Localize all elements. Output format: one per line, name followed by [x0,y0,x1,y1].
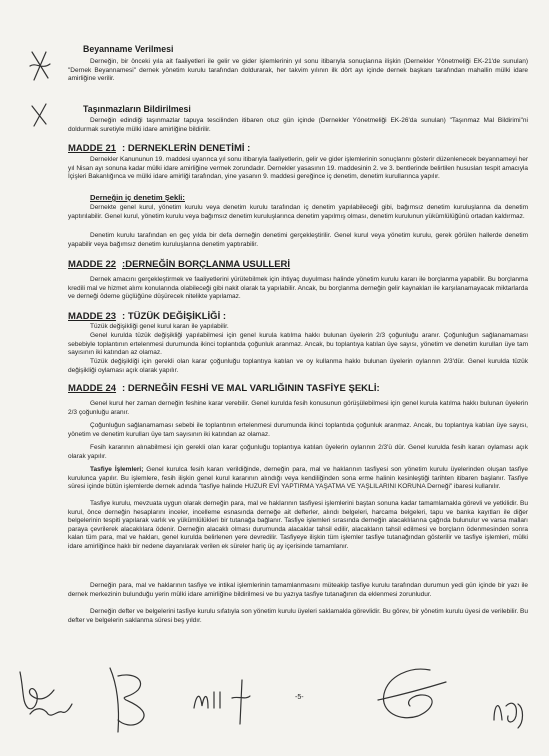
madde-24-paragraph-3: Fesih kararının alınabilmesi için gerekli olan karar çoğunluğu toplantıya katılan üyelerin oylarının 2/3'ü dür. Genel kurulda fesih kararı oylaması açık olarak yapılır. [68,444,528,460]
signature-2 [100,662,158,738]
madde-23-paragraph-2: Tüzük değişikliği için gerekli olan karar çoğunluğu toplantıya katılan ve oy kullanma hakkı bulunan üyelerin oylarının 2/3'dür. Genel kurulda tüzük değişikliği oylaması açık olarak yapılır. [68,358,528,374]
section-title-tasinmaz: Taşınmazların Bildirilmesi [83,104,191,114]
signature-1 [14,662,76,722]
madde-22-heading [68,259,290,270]
paragraph-tasinmaz: Derneğin edindiği taşınmazlar tapuya tescilinden itibaren otuz gün içinde (Dernekler Yönetmeliği EK-26'da sunulan) "Taşınmaz Mal Bildirimi"ni doldurmak suretiyle mülki idare amirliğine bildirilir. [68,117,528,133]
madde-24-paragraph-7: Derneğin defter ve belgelerini tasfiye kurulu sıfatıyla son yönetim kurulu üyeleri saklamakla görevlidir. Bu görev, bir yönetim kurulu üyesi de verilebilir. Bu defter ve belgelerin saklanma süresi beş yıldır. [68,608,528,624]
madde-24-heading [68,383,380,394]
madde-24-paragraph-2: Çoğunluğun sağlanamaması sebebi ile toplantının ertelenmesi durumunda ikinci toplantıda çoğunluk aranmaz. Ancak, bu toplantıya katılan üye sayısı, yönetim ve denetim kurulları üye tam sayısının iki katından az olamaz. [68,422,528,438]
madde-21-subtitle: Derneğin iç denetim Şekli: [90,193,185,202]
madde-23-paragraph-1: Genel kurulda tüzük değişikliği yapılabilmesi için genel kurula katılma hakkı bulunan üyelerin 2/3 çoğunluğu aranır. Çoğunluğun sağlanamaması sebebiyle toplantının ertelenmesi durumunda ikinci toplantıda çoğunluk aranmaz. Ancak, bu toplantıya katılan üye sayısı, yönetim ve denetim kurulları üye tam sayısının iki katından az olamaz. [68,332,528,357]
madde-23-title: : TÜZÜK DEĞİŞİKLİĞİ : [122,311,227,322]
signature-3 [190,686,224,712]
paragraph-beyanname: Derneğin, bir önceki yıla ait faaliyetleri ile gelir ve gider işlemlerinin yıl sonu itibarıyla sonuçlarına ilişkin (Dernekler Yönetmeliği EK-21'de sunulan) "Dernek Beyannamesi" dernek yönetim kurulu tarafından doldurarak, her takvim yılının ilk dört ayı içinde dernek başkanı tarafından mahallin mülki idare amirliğine verilir. [68,58,528,83]
signature-5 [370,660,450,730]
madde-24-title: : DERNEĞİN FESHİ VE MAL VARLIĞININ TASFİYE ŞEKLİ: [122,383,380,394]
margin-cross-mark-2 [28,102,52,128]
madde-21-paragraph-2: Dernekte genel kurul, yönetim kurulu veya denetim kurulu tarafından iç denetim yapılabileceği gibi, bağımsız denetim kuruluşlarına da denetim yaptırılabilir. Genel kurul, yönetim kurulu veya bağımsız denetim kuruluşlarınca denetim yapılmış olması, denetim kurulunun yükümlülüğünü ortadan kaldırmaz. [68,204,528,220]
madde-24-paragraph-5: Tasfiye kurulu, mevzuata uygun olarak derneğin para, mal ve haklarının tasfiyesi işlemlerini baştan sonuna kadar tamamlamakla görevli ve yetkilidir. Bu kurul, önce derneğin hesaplarını inceler, incelleme esnasında derneğe ait defterler, alındı belgeleri, harcama belgeleri, tapu ve banka kayıtları ile diğer belgelerinin tespiti yapılarak varlık ve yükümlülükleri bir tutanağa bağlanır. Tasfiye işlemleri sırasında derneğin alacaklılarına çağrıda bulunulur ve varsa malları paraya çevrilerek alacaklılara ödenir. Derneğin alacaklı olması durumunda alacaklar tahsil edilir, alacakların tahsil edilmesi ve borçların ödenmesinden sonra kalan tüm para, mal ve hakları, genel kurulda belirlenen yere devredilir. Tasfiyeye ilişkin tüm işlemler tasfiye tutanağından gösterilir ve tasfiye işlemleri, mülki idare amirliğince haklı bir nedene dayanılarak verilen ek süreler hariç üç ay içerisinde tamamlanır. [68,500,528,550]
madde-23-paragraph-0: Tüzük değişikliği genel kurul kararı ile yapılabilir. [90,323,229,330]
madde-22-paragraph-1: Dernek amacını gerçekleştirmek ve faaliyetlerini yürütebilmek için ihtiyaç duyulması halinde yönetim kurulu kararı ile borçlanma yapabilir. Bu borçlanma kredili mal ve hizmet alımı konularında olabileceği gibi nakit olarak ta yapılabilir. Ancak, bu borçlanma derneğin gelir kaynakları ile karşılanamayacak miktarlarda ve derneği ödeme güçlüğüne düşürecek nitelikte yapılamaz. [68,276,528,301]
madde-22-number: MADDE 22 [68,259,117,270]
madde-21-paragraph-1: Dernekler Kanununun 19. maddesi uyarınca yıl sonu itibarıyla faaliyetlerin, gelir ve gider işlemlerinin sonuçlarını gösterir düzenlenecek beyannameyi her yıl Nisan ayı sonuna kadar mülki idare amirliğine vermek zorundadır. Dernekler yasasının 19. maddesinin 2. ve 3. bentlerinde belirtilen hususları tespit amacıyla İçişleri Bakanlığınca ve mülki idare amirliği tarafından, yine yasanın 9. maddesi gereğince iç denetim, denetim kurullarınca yapılır. [68,156,528,181]
madde-24-number: MADDE 24 [68,383,117,394]
madde-21-number: MADDE 21 [68,143,117,154]
section-title-beyanname: Beyanname Verilmesi [83,44,174,54]
signature-4 [228,678,254,728]
madde-21-title: : DERNEKLERİN DENETİMİ : [122,143,251,154]
madde-24-paragraph-4 [68,466,528,492]
madde-23-heading [68,311,226,322]
madde-22-title: :DERNEĞİN BORÇLANMA USULLERİ [122,259,291,270]
tasfiye-islemleri-label: Tasfiye İşlemleri; [90,466,144,473]
margin-cross-mark-1 [28,48,52,84]
madde-21-paragraph-3: Denetim kurulu tarafından en geç yılda bir defa derneğin denetimi gerçekleştirilir. Genel kurul veya yönetim kurulu, gerek görülen hallerde denetim yapabilir veya bağımsız denetim kuruluşlarına denetim yaptırabilir. [68,232,528,248]
signature-6 [488,690,528,734]
madde-24-paragraph-1: Genel kurul her zaman derneğin feshine karar verebilir. Genel kurulda fesih konusunun görüşülebilmesi için genel kurula katılma hakkı bulunan üyelerin 2/3 çoğunluğu aranır. [68,400,528,416]
madde-21-heading [68,143,250,154]
tasfiye-islemleri-text: Genel kurulca fesih kararı verildiğinde, derneğin para, mal ve haklarının tasfiyesi son yönetim kurulu üyelerinden oluşan tasfiye kurulunca yapılır. Bu işlemlere, fesih ilişkin genel kurul kararının alındığı veya kendiliğinden sona erme halinin kesinleştiği tarihten itibaren başlanır. Tasfiye süresi içinde bütün işlemlerde dernek adında "tasfiye halinde HUZUR EVİ YAPTIRMA YAŞATMA VE YAŞLILARINI KORUNA Derneği" ibaresi kullanılır. [68,466,528,491]
page-number: -5- [295,694,304,701]
madde-23-number: MADDE 23 [68,311,117,322]
madde-24-paragraph-6: Derneğin para, mal ve haklarının tasfiye ve intikal işlemlerinin tamamlanmasını müteakip tasfiye kurulu tarafından durumun yedi gün içinde bir yazı ile dernek merkezinin bulunduğu yerin mülki idare amirliğine bildirilmesi ve bu yazıya tasfiye tutanağının da eklenmesi zorunludur. [68,582,528,598]
